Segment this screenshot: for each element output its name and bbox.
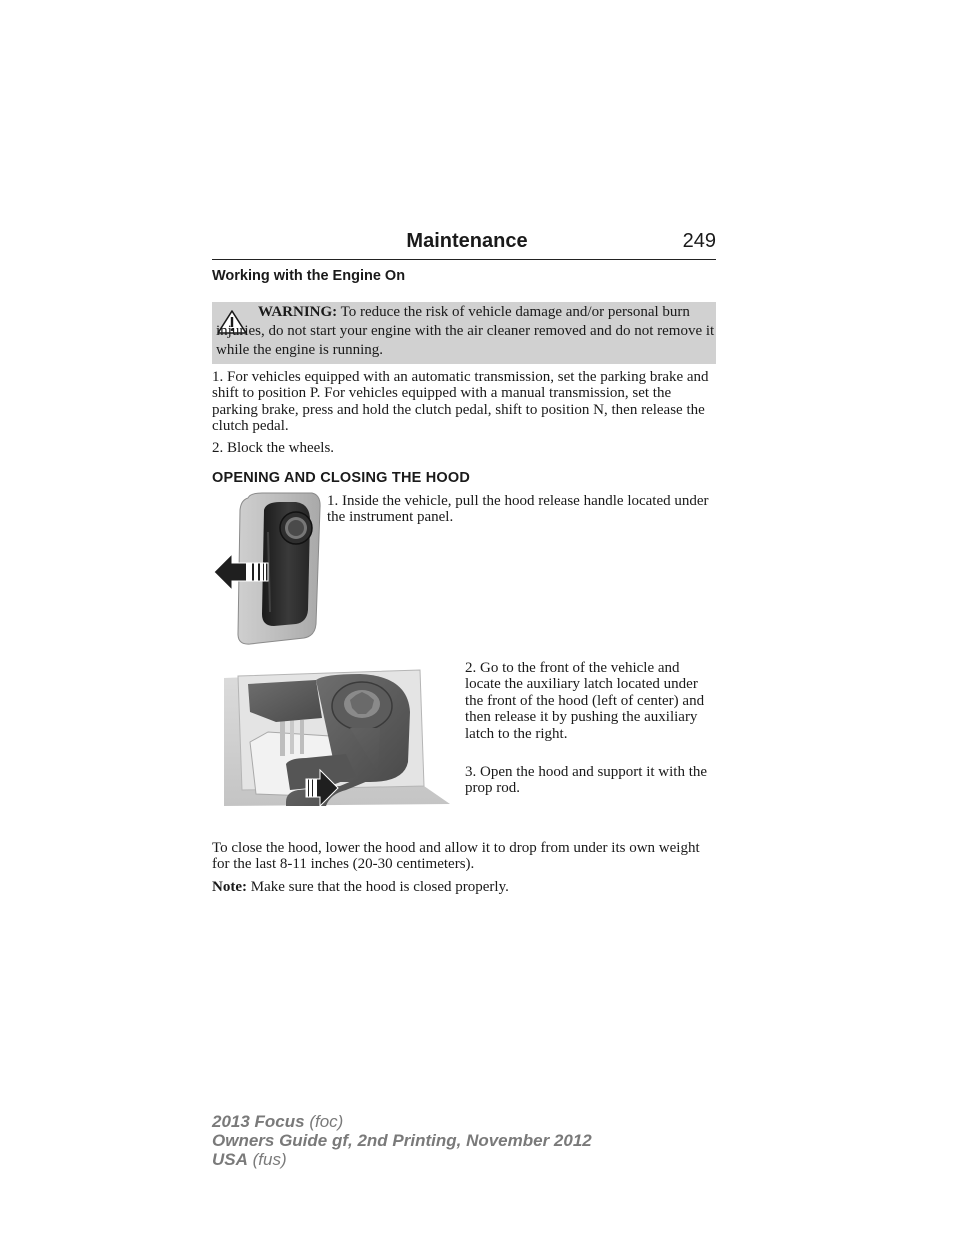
warning-text [216, 303, 716, 360]
footer-printing-line: Owners Guide gf, 2nd Printing, November 2012 [212, 1131, 592, 1150]
hood-release-handle-illustration [212, 492, 324, 646]
engine-on-step-2: 2. Block the wheels. [212, 440, 335, 456]
warning-body: To reduce the risk of vehicle damage and/or personal burn injuries, do not start your engine with the air cleaner removed and do not remove it while the engine is running. [216, 304, 715, 358]
footer-region-line: USA (fus) [212, 1150, 287, 1169]
engine-on-step-1: 1. For vehicles equipped with an automatic transmission, set the parking brake and shift to position P. For vehicles equipped with a manual transmission, set the parking brake, press and hold the clutch pedal, shift to position N, then release the clutch pedal. [212, 369, 709, 435]
note-body: Make sure that the hood is closed properly. [246, 879, 509, 895]
footer-model-line: 2013 Focus (foc) [212, 1112, 344, 1131]
engine-on-heading: Working with the Engine On [212, 268, 406, 284]
closing-instructions: To close the hood, lower the hood and allow it to drop from under its own weight for the last 8-11 inches (20-30 centimeters). [212, 840, 700, 873]
page-number: 249 [682, 230, 716, 252]
auxiliary-latch-illustration [220, 666, 456, 812]
document-footer [212, 1112, 592, 1169]
section-title: Maintenance [406, 230, 528, 252]
note [212, 879, 716, 895]
header-divider [212, 259, 716, 260]
note-label: Note: [212, 879, 247, 895]
hood-step-3: 3. Open the hood and support it with the prop rod. [465, 764, 708, 797]
warning-label: WARNING: [258, 304, 338, 320]
hood-step-1: 1. Inside the vehicle, pull the hood release handle located under the instrument panel. [327, 493, 709, 526]
hood-step-2: 2. Go to the front of the vehicle and locate the auxiliary latch located under the front of the hood (left of center) and then release it by pushing the auxiliary latch to the right. [465, 660, 705, 742]
hood-section-heading: OPENING AND CLOSING THE HOOD [212, 470, 471, 486]
